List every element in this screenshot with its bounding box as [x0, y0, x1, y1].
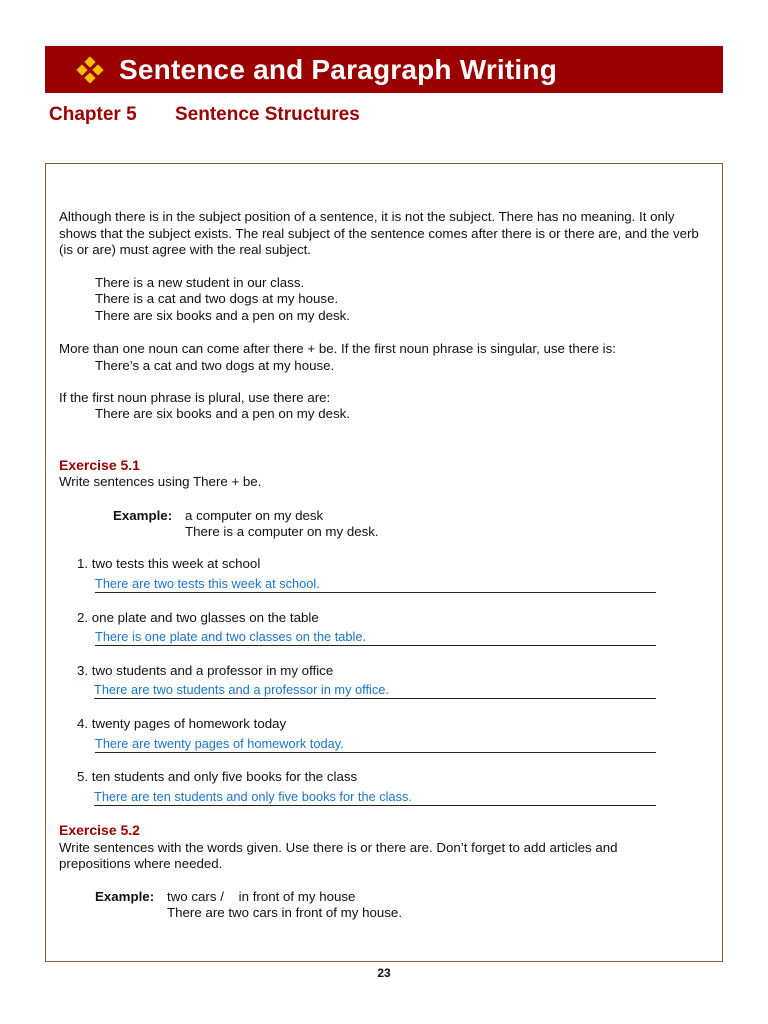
- exercise-1-item-4-answer: There are twenty pages of homework today.: [95, 736, 656, 753]
- example-plural: There are six books and a pen on my desk.: [95, 406, 350, 421]
- exercise-2-instruction-line-2: prepositions where needed.: [59, 856, 223, 871]
- intro-example-1: There is a new student in our class.: [95, 275, 305, 290]
- chapter-heading: [49, 104, 360, 126]
- exercise-1-item-3-answer: There are two students and a professor in my office.: [94, 682, 656, 699]
- chapter-title: Sentence Structures: [175, 104, 360, 125]
- exercise-1-example-answer: There is a computer on my desk.: [185, 524, 379, 539]
- exercise-1-item-5-prompt: 5. ten students and only five books for the class: [77, 769, 358, 784]
- chapter-number: Chapter 5: [49, 104, 137, 125]
- rule-singular: More than one noun can come after there + be. If the first noun phrase is singular, use there is:: [59, 341, 616, 356]
- intro-example-3: There are six books and a pen on my desk.: [95, 308, 350, 323]
- example-singular: There’s a cat and two dogs at my house.: [95, 358, 335, 373]
- exercise-1-instruction: Write sentences using There + be.: [59, 474, 262, 489]
- example-prompt: two cars / in front of my house: [167, 889, 356, 904]
- exercise-2-example-answer: There are two cars in front of my house.: [167, 905, 403, 920]
- exercise-1-item-2-answer: There is one plate and two classes on the table.: [95, 629, 656, 646]
- exercise-2-instruction-line-1: Write sentences with the words given. Use there is or there are. Don’t forget to add articles and: [59, 840, 618, 855]
- exercise-2-example: [95, 889, 355, 906]
- exercise-1-heading: Exercise 5.1: [59, 457, 140, 473]
- exercise-1-item-3-prompt: 3. two students and a professor in my office: [77, 663, 334, 678]
- exercise-1-item-4-prompt: 4. twenty pages of homework today: [77, 716, 287, 731]
- rule-plural: If the first noun phrase is plural, use there are:: [59, 390, 331, 405]
- example-label: Example:: [113, 508, 173, 523]
- example-prompt: a computer on my desk: [185, 508, 324, 523]
- exercise-1-item-1-answer: There are two tests this week at school.: [95, 576, 656, 593]
- exercise-1-item-2-prompt: 2. one plate and two glasses on the table: [77, 610, 319, 625]
- title-banner: [45, 46, 723, 93]
- example-label: Example:: [95, 889, 155, 904]
- exercise-1-item-1-prompt: 1. two tests this week at school: [77, 556, 261, 571]
- page-title: Sentence and Paragraph Writing: [119, 53, 558, 85]
- intro-paragraph: Although there is in the subject position of a sentence, it is not the subject. There has no meaning. It only shows that the subject exists. The real subject of the sentence comes after there is or there are, and the verb (is or are) must agree with the real subject.: [59, 209, 699, 257]
- exercise-2-heading: Exercise 5.2: [59, 822, 140, 838]
- exercise-1-example: [113, 508, 323, 525]
- intro-example-2: There is a cat and two dogs at my house.: [95, 291, 339, 306]
- page-number: 23: [377, 966, 391, 980]
- four-diamond-bullet-icon: [77, 57, 103, 83]
- exercise-1-item-5-answer: There are ten students and only five books for the class.: [94, 789, 656, 806]
